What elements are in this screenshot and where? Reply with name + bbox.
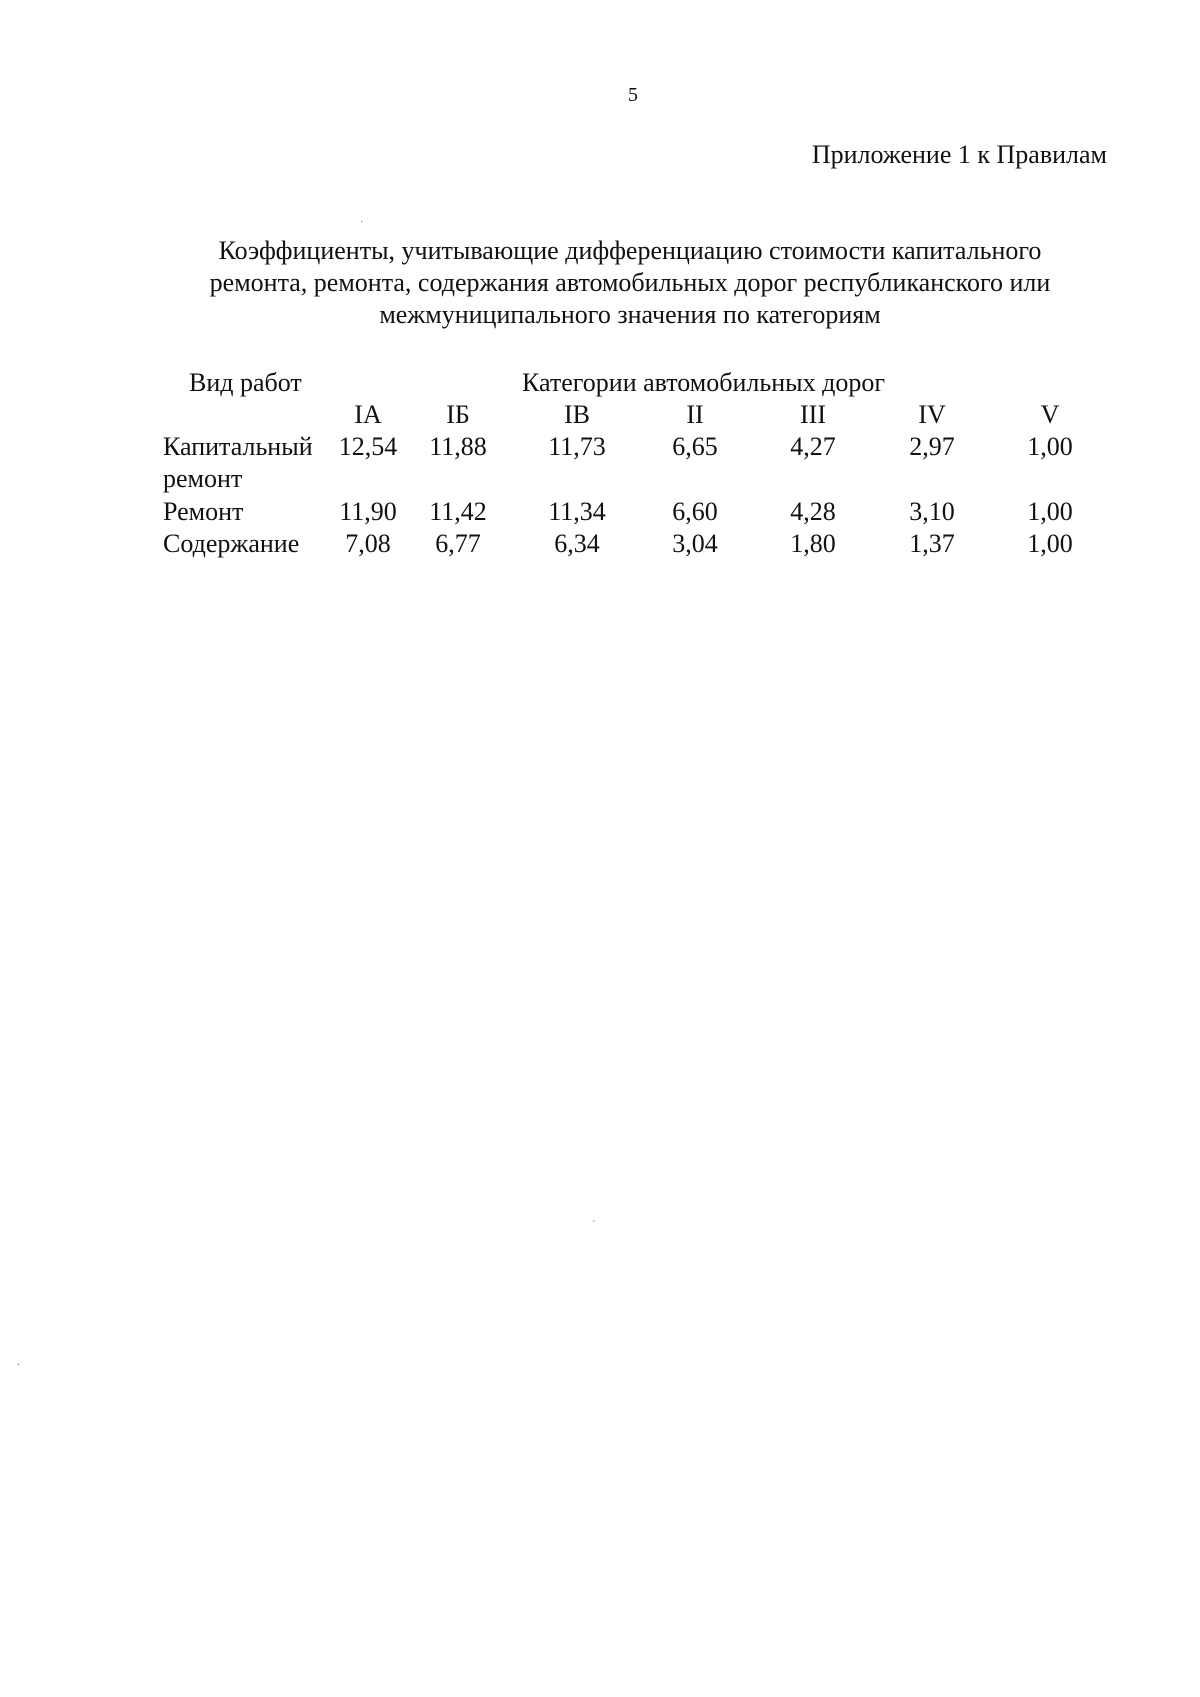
row-label: Содержание <box>163 529 300 558</box>
table-cell: 11,34 <box>548 497 606 526</box>
document-title <box>150 235 1110 331</box>
appendix-label: Приложение 1 к Правилам <box>811 140 1107 169</box>
table-cell: 12,54 <box>338 432 398 461</box>
table-cell: 3,04 <box>672 529 718 558</box>
title-line: межмуниципального значения по категориям <box>379 300 881 329</box>
table-cell: 11,88 <box>429 432 487 461</box>
work-type-header: Вид работ <box>189 368 302 397</box>
table-cell: 2,97 <box>909 432 955 461</box>
table-cell: 4,27 <box>790 432 836 461</box>
row-label: ремонт <box>163 464 243 493</box>
table-cell: 11,90 <box>339 497 397 526</box>
table-cell: 7,08 <box>345 529 391 558</box>
category-label: V <box>1040 400 1060 429</box>
table-cell: 6,34 <box>554 529 600 558</box>
table-cell: 6,60 <box>672 497 718 526</box>
table-cell: 11,73 <box>548 432 606 461</box>
categories-header: Категории автомобильных дорог <box>522 368 886 397</box>
scan-speck: ˊ <box>592 1220 596 1231</box>
table-cell: 1,80 <box>790 529 836 558</box>
scan-speck: · <box>17 1360 21 1371</box>
table-cell: 1,00 <box>1027 432 1073 461</box>
table-cell: 6,77 <box>435 529 481 558</box>
category-label: IV <box>918 400 946 429</box>
category-label: IB <box>564 400 590 429</box>
category-label: III <box>800 400 826 429</box>
title-line: Коэффициенты, учитывающие дифференциацию стоимости капитального <box>218 236 1042 265</box>
category-label: IA <box>354 400 382 429</box>
table-cell: 1,00 <box>1027 497 1073 526</box>
page-number: 5 <box>628 84 638 106</box>
title-line: ремонта, ремонта, содержания автомобильных дорог республиканского или <box>209 268 1051 297</box>
table-cell: 1,00 <box>1027 529 1073 558</box>
table-cell: 3,10 <box>909 497 955 526</box>
category-label: II <box>686 400 704 429</box>
scan-speck: ˙ <box>360 220 364 231</box>
category-label: IБ <box>446 400 470 429</box>
row-label: Ремонт <box>163 497 244 526</box>
table-cell: 11,42 <box>429 497 487 526</box>
table-cell: 6,65 <box>672 432 718 461</box>
table-cell: 1,37 <box>909 529 955 558</box>
row-label: Капитальный <box>163 432 313 461</box>
table-cell: 4,28 <box>790 497 836 526</box>
